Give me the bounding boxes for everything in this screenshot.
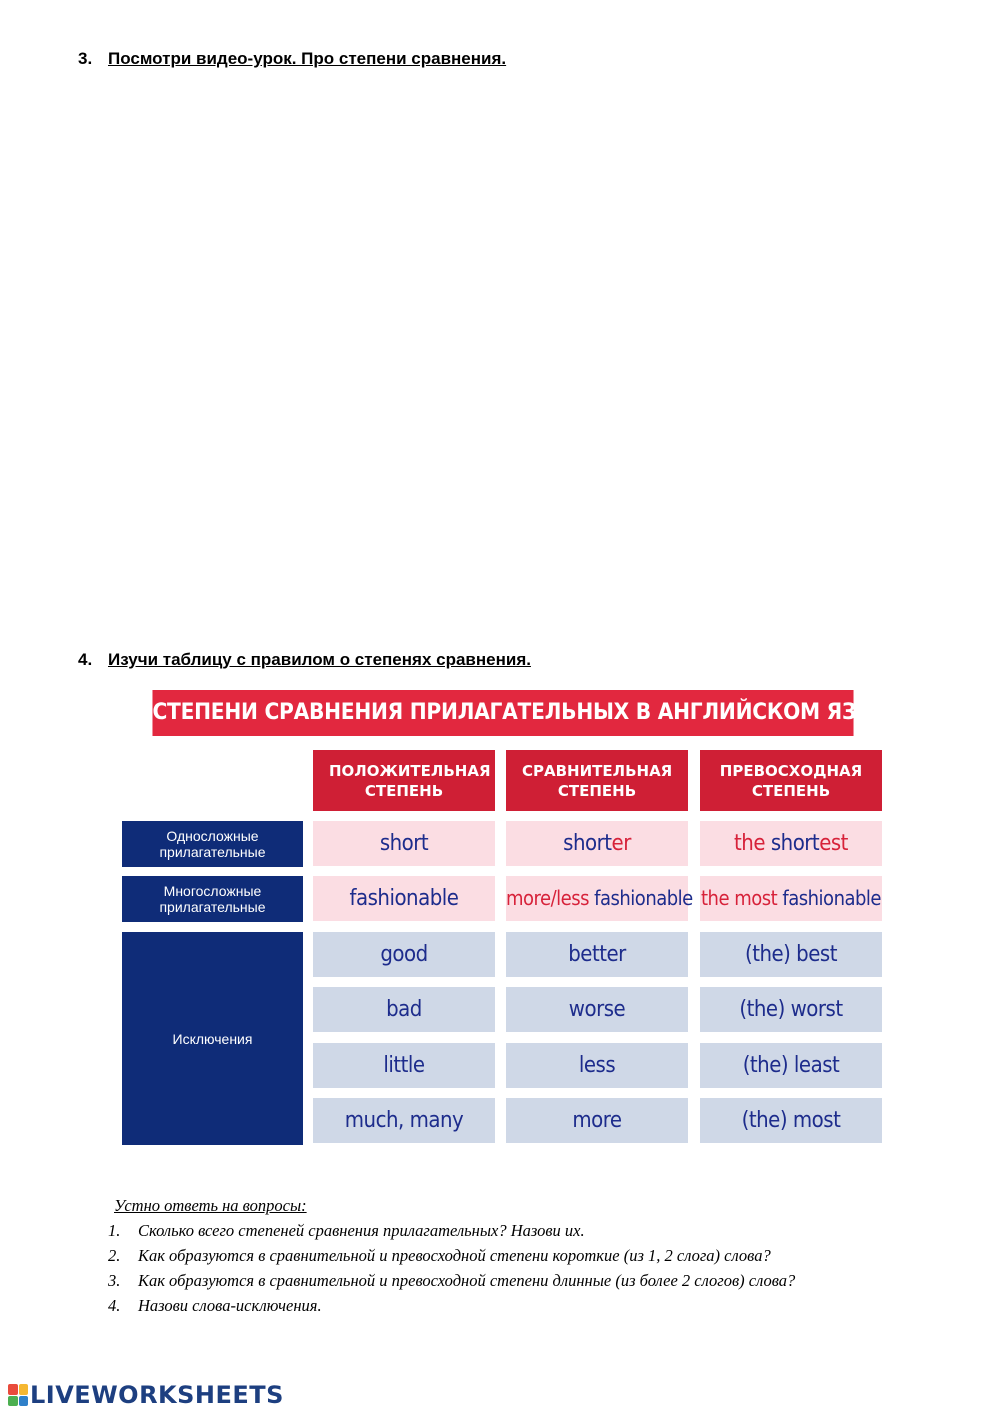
question-item: 3. Как образуются в сравнительной и превосходной степени длинные (из более 2 слогов) слова? xyxy=(108,1271,796,1290)
cell-short-superlative: the shortest xyxy=(700,821,882,866)
table-title: СТЕПЕНИ СРАВНЕНИЯ ПРИЛАГАТЕЛЬНЫХ В АНГЛИЙСКОМ ЯЗЫКЕ xyxy=(152,690,853,736)
row-label-monosyllabic: Односложные прилагательные xyxy=(122,821,303,867)
cell-exception-comparative: worse xyxy=(506,987,688,1032)
task-4-title: Изучи таблицу с правилом о степенях сравнения. xyxy=(108,650,531,669)
cell-fashionable-superlative: the most fashionable xyxy=(700,876,882,921)
comparison-degrees-table xyxy=(122,690,907,1145)
row-label-exceptions: Исключения xyxy=(122,932,303,1145)
questions-heading: Устно ответь на вопросы: xyxy=(114,1196,307,1215)
cell-exception-positive: little xyxy=(313,1043,495,1088)
cell-exception-comparative: less xyxy=(506,1043,688,1088)
cell-fashionable-positive: fashionable xyxy=(313,876,495,921)
cell-exception-superlative: (the) most xyxy=(700,1098,882,1143)
task-3-number: 3. xyxy=(78,49,93,68)
cell-exception-superlative: (the) worst xyxy=(700,987,882,1032)
cell-exception-positive: bad xyxy=(313,987,495,1032)
question-item: 2. Как образуются в сравнительной и превосходной степени короткие (из 1, 2 слога) слова? xyxy=(108,1246,771,1265)
task-4-number: 4. xyxy=(78,650,93,669)
header-superlative: ПРЕВОСХОДНАЯ СТЕПЕНЬ xyxy=(700,750,882,811)
cell-fashionable-comparative: more/less fashionable xyxy=(506,876,688,921)
liveworksheets-logo[interactable] xyxy=(8,1380,284,1410)
cell-exception-positive: good xyxy=(313,932,495,977)
logo-text: LIVEWORKSHEETS xyxy=(30,1381,284,1409)
question-item: 1. Сколько всего степеней сравнения прилагательных? Назови их. xyxy=(108,1221,585,1240)
task-3-title: Посмотри видео-урок. Про степени сравнения. xyxy=(108,49,507,68)
cell-exception-superlative: (the) best xyxy=(700,932,882,977)
logo-icon xyxy=(8,1384,28,1406)
cell-short-positive: short xyxy=(313,821,495,866)
task-4-heading xyxy=(78,650,531,670)
cell-exception-positive: much, many xyxy=(313,1098,495,1143)
task-3-heading xyxy=(78,49,506,69)
cell-exception-comparative: more xyxy=(506,1098,688,1143)
header-positive: ПОЛОЖИТЕЛЬНАЯ СТЕПЕНЬ xyxy=(313,750,495,811)
row-label-polysyllabic: Многосложные прилагательные xyxy=(122,876,303,922)
header-comparative: СРАВНИТЕЛЬНАЯ СТЕПЕНЬ xyxy=(506,750,688,811)
cell-short-comparative: shorter xyxy=(506,821,688,866)
cell-exception-superlative: (the) least xyxy=(700,1043,882,1088)
cell-exception-comparative: better xyxy=(506,932,688,977)
question-item: 4. Назови слова-исключения. xyxy=(108,1296,322,1315)
